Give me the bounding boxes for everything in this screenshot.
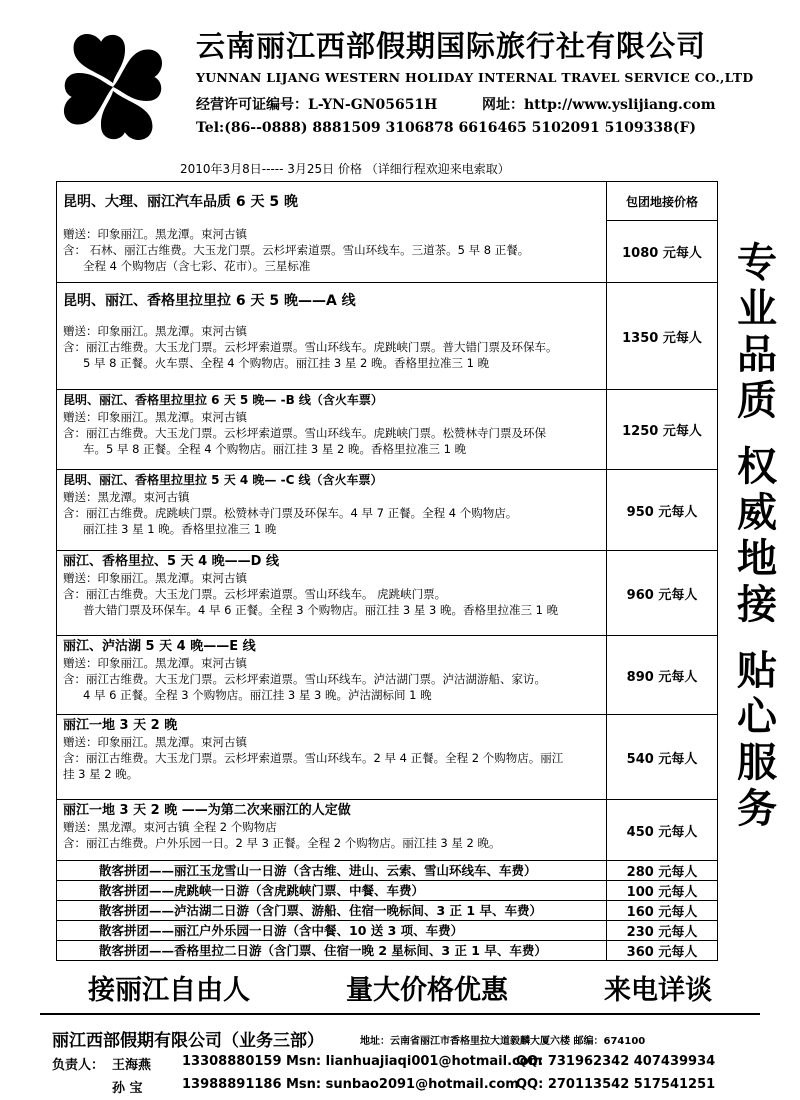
route-line: 赠送：印象丽江。黑龙潭。束河古镇	[63, 410, 247, 424]
slogan-text: 接丽江自由人	[88, 975, 250, 1006]
side-slogan-char: 贴	[737, 648, 777, 694]
side-slogan-char: 业	[737, 286, 777, 332]
price-table	[56, 181, 718, 961]
route-line: 赠送：印象丽江。黑龙潭。束河古镇	[63, 324, 247, 338]
route-line: 赠送：黑龙潭。束河古镇	[63, 490, 190, 504]
contact-name: 王海燕	[112, 1058, 152, 1073]
group-tour: 散客拼团——香格里拉二日游（含门票、住宿一晚 2 星标间、3 正 1 早、车费）	[99, 943, 547, 958]
table-row	[57, 283, 717, 390]
route-line: 含：丽江古维费。大玉龙门票。云杉坪索道票。雪山环线车。虎跳峡门票。松赞林寺门票及环保	[63, 426, 546, 440]
route-title: 丽江、香格里拉、5 天 4 晚——D 线	[63, 554, 279, 569]
route-line: 含：丽江古维费。大玉龙门票。云杉坪索道票。雪山环线车。 虎跳峡门票。	[63, 587, 447, 601]
route-line: 普大错门票及环保车。4 早 6 正餐。全程 3 个购物店。丽江挂 3 星 3 晚。香格里拉准三 1 晚	[83, 603, 559, 617]
side-slogan-char: 接	[737, 582, 777, 628]
side-slogan-char: 质	[737, 378, 777, 424]
side-slogan-char: 专	[737, 240, 777, 286]
company-name-en: YUNNAN LIJANG WESTERN HOLIDAY INTERNAL TRAVEL SERVICE CO.,LTD	[196, 70, 754, 85]
route-line: 丽江挂 3 星 1 晚。香格里拉准三 1 晚	[83, 522, 277, 536]
route-line: 含：丽江古维费。户外乐园一日。2 早 3 正餐。全程 2 个购物店。丽江挂 3 星 2 晚。	[63, 836, 501, 850]
side-slogan-gap	[722, 628, 792, 648]
route-price: 950 元每人	[626, 504, 698, 520]
contact-phone: 13308880159	[182, 1054, 282, 1069]
route-title: 昆明、丽江、香格里拉里拉 6 天 5 晚— -B 线（含火车票）	[63, 393, 383, 407]
table-row	[57, 921, 717, 941]
route-line: 赠送：印象丽江。黑龙潭。束河古镇	[63, 735, 247, 749]
route-price: 1250 元每人	[622, 424, 702, 439]
group-tour-price: 360 元每人	[626, 945, 698, 960]
group-tour-price: 100 元每人	[626, 885, 698, 900]
contact-name: 孙 宝	[112, 1081, 143, 1096]
route-price: 1080 元每人	[622, 246, 702, 261]
route-line: 全程 4 个购物店（含七彩、花市）。三星标准	[83, 259, 311, 273]
route-line: 赠送：印象丽江。黑龙潭。束河古镇	[63, 656, 247, 670]
group-tour: 散客拼团——虎跳峡一日游（含虎跳峡门票、中餐、车费）	[99, 883, 425, 898]
company-name-cn: 云南丽江西部假期国际旅行社有限公司	[196, 29, 707, 63]
bottom-slogan	[40, 968, 760, 1007]
route-details	[57, 470, 607, 550]
contact-label: 负责人：	[52, 1058, 105, 1073]
route-details	[57, 715, 607, 799]
divider	[40, 1013, 760, 1015]
clover-logo	[44, 28, 182, 146]
side-slogan-char: 威	[737, 490, 777, 536]
contact-msn[interactable]: Msn: sunbao2091@hotmail.com	[286, 1077, 519, 1092]
table-row	[57, 715, 717, 800]
route-price: 960 元每人	[626, 587, 698, 603]
route-line: 含：丽江古维费。大玉龙门票。云杉坪索道票。雪山环线车。虎跳峡门票。普大错门票及环保车。	[63, 340, 558, 354]
license-number: 经营许可证编号：L-YN-GN05651H	[196, 97, 438, 113]
table-row	[57, 881, 717, 901]
route-title: 丽江一地 3 天 2 晚 ——为第二次来丽江的人定做	[63, 803, 351, 818]
route-line: 赠送：印象丽江。黑龙潭。束河古镇	[63, 227, 247, 241]
side-slogan	[722, 240, 792, 832]
route-details	[57, 283, 607, 389]
group-tour-price: 280 元每人	[626, 865, 698, 880]
route-price: 890 元每人	[626, 669, 698, 685]
route-title: 昆明、丽江、香格里拉里拉 5 天 4 晚— -C 线（含火车票）	[63, 473, 383, 487]
footer-company: 丽江西部假期有限公司（业务三部）	[52, 1031, 324, 1051]
route-line: 车。5 早 8 正餐。全程 4 个购物店。丽江挂 3 星 2 晚。香格里拉准三 1 晚	[83, 442, 467, 456]
route-title: 丽江一地 3 天 2 晚	[63, 718, 178, 733]
footer-address: 地址：云南省丽江市香格里拉大道毅麟大厦六楼 邮编：674100	[360, 1036, 646, 1047]
table-row	[57, 941, 717, 961]
side-slogan-char: 服	[737, 740, 777, 786]
group-tour: 散客拼团——丽江户外乐园一日游（含中餐、10 送 3 项、车费）	[99, 923, 464, 938]
route-price: 540 元每人	[626, 751, 698, 767]
route-line: 含：丽江古维费。大玉龙门票。云杉坪索道票。雪山环线车。泸沽湖门票。泸沽湖游船、家访。	[63, 672, 546, 686]
route-line: 5 早 8 正餐。火车票、全程 4 个购物店。丽江挂 3 星 2 晚。香格里拉准三 1 晚	[83, 356, 490, 370]
side-slogan-char: 心	[737, 694, 777, 740]
table-row	[57, 800, 717, 861]
contact-phone: 13988891186	[182, 1077, 282, 1092]
website-link[interactable]: 网址：http://www.yslijiang.com	[482, 97, 716, 113]
table-row	[57, 390, 717, 470]
route-details	[57, 551, 607, 635]
side-slogan-gap	[722, 424, 792, 444]
table-row	[57, 470, 717, 551]
table-row	[57, 901, 717, 921]
contact-qq: QQ: 270113542 517541251	[516, 1077, 716, 1092]
route-title: 丽江、泸沽湖 5 天 4 晚——E 线	[63, 639, 256, 654]
slogan-text: 量大价格优惠	[346, 975, 508, 1006]
table-row	[57, 182, 717, 283]
group-tour-price: 230 元每人	[626, 925, 698, 940]
route-price: 450 元每人	[626, 824, 698, 840]
route-line: 含： 石林、丽江古维费。大玉龙门票。云杉坪索道票。雪山环线车。三道茶。5 早 8 正餐。	[63, 243, 530, 257]
side-slogan-char: 地	[737, 536, 777, 582]
side-slogan-char: 品	[737, 332, 777, 378]
telephone-numbers: Tel:(86--0888) 8881509 3106878 6616465 5102091 5109338(F)	[196, 120, 697, 136]
route-line: 含：丽江古维费。大玉龙门票。云杉坪索道票。雪山环线车。2 早 4 正餐。全程 2 个购物店。丽江	[63, 751, 564, 765]
table-row	[57, 636, 717, 715]
group-tour: 散客拼团——泸沽湖二日游（含门票、游船、住宿一晚标间、3 正 1 早、车费）	[99, 903, 542, 918]
route-details	[57, 182, 607, 282]
side-slogan-char: 务	[737, 786, 777, 832]
route-line: 4 早 6 正餐。全程 3 个购物店。丽江挂 3 星 3 晚。泸沽湖标间 1 晚	[83, 688, 432, 702]
route-title: 昆明、丽江、香格里拉里拉 6 天 5 晚——A 线	[63, 293, 356, 309]
group-tour: 散客拼团——丽江玉龙雪山一日游（含古维、进山、云索、雪山环线车、车费）	[99, 863, 537, 878]
route-line: 挂 3 星 2 晚。	[63, 767, 139, 781]
route-details	[57, 636, 607, 714]
table-row	[57, 861, 717, 881]
route-line: 赠送：黑龙潭。束河古镇 全程 2 个购物店	[63, 820, 277, 834]
contact-qq: QQ: 731962342 407439934	[516, 1054, 716, 1069]
route-details	[57, 390, 607, 469]
price-period: 2010年3月8日----- 3月25日 价格 （详细行程欢迎来电索取）	[180, 162, 510, 176]
price-column-header: 包团地接价格	[607, 182, 717, 221]
side-slogan-char: 权	[737, 444, 777, 490]
slogan-text: 来电详谈	[604, 975, 712, 1006]
route-line: 赠送：印象丽江。黑龙潭。束河古镇	[63, 571, 247, 585]
route-title: 昆明、大理、丽江汽车品质 6 天 5 晚	[63, 194, 298, 210]
route-line: 含：丽江古维费。虎跳峡门票。松赞林寺门票及环保车。4 早 7 正餐。全程 4 个购物店。	[63, 506, 518, 520]
contact-msn[interactable]: Msn: lianhuajiaqi001@hotmail.com	[286, 1054, 543, 1069]
table-row	[57, 551, 717, 636]
route-price: 1350 元每人	[622, 330, 702, 346]
route-details	[57, 800, 607, 860]
group-tour-price: 160 元每人	[626, 905, 698, 920]
